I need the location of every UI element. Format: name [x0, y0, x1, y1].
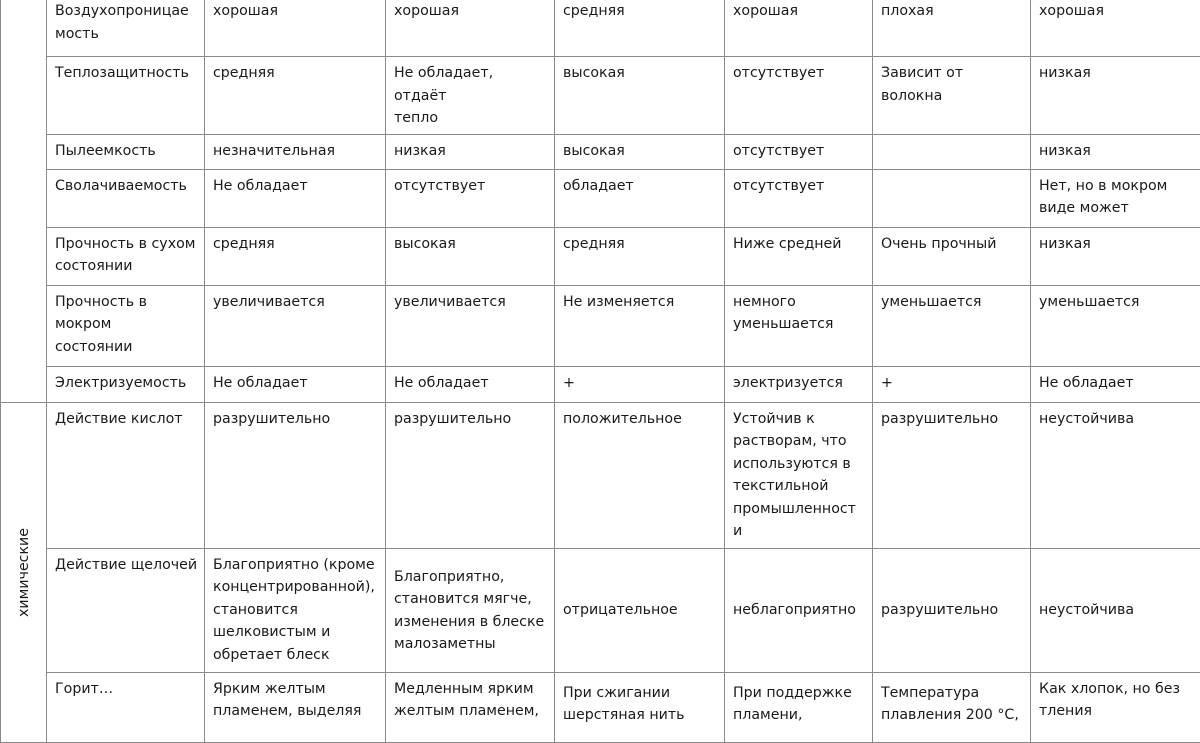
property-name-cell: Прочность в мокром состоянии — [47, 285, 205, 366]
table-cell: отсутствует — [725, 169, 873, 227]
table-cell: Устойчив к растворам, что используются в текстильной промышленност и — [725, 402, 873, 548]
table-cell: При поддержке пламени, — [725, 672, 873, 742]
table-row — [1, 548, 1200, 672]
table-cell: Ниже средней — [725, 227, 873, 285]
table-cell: низкая — [386, 134, 555, 169]
table-cell: увеличивается — [205, 285, 386, 366]
table-cell: хорошая — [386, 0, 555, 57]
table-cell: хорошая — [205, 0, 386, 57]
table-cell: высокая — [555, 134, 725, 169]
table-cell: разрушительно — [873, 402, 1031, 548]
property-name-cell: Горит… — [47, 672, 205, 742]
property-name-cell: Теплозащитность — [47, 57, 205, 135]
table-cell: незначительная — [205, 134, 386, 169]
table-cell: низкая — [1031, 57, 1200, 135]
group-label-chemical: химические — [13, 528, 35, 617]
table-cell: Не обладает — [386, 366, 555, 402]
table-cell: отрицательное — [555, 548, 725, 672]
table-cell: Нет, но в мокром виде может — [1031, 169, 1200, 227]
table-cell: неустойчива — [1031, 402, 1200, 548]
table-cell: электризуется — [725, 366, 873, 402]
table-cell: При сжигании шерстяная нить — [555, 672, 725, 742]
table-cell: Благоприятно, становится мягче, изменения в блеске малозаметны — [386, 548, 555, 672]
table-cell: Как хлопок, но без тления — [1031, 672, 1200, 742]
table-cell: немного уменьшается — [725, 285, 873, 366]
table-cell: Зависит от волокна — [873, 57, 1031, 135]
table-cell: хорошая — [725, 0, 873, 57]
property-name-cell: Сволачиваемость — [47, 169, 205, 227]
table-cell: уменьшается — [873, 285, 1031, 366]
table-cell: Благоприятно (кроме концентрированной), становится шелковистым и обретает блеск — [205, 548, 386, 672]
table-cell: низкая — [1031, 227, 1200, 285]
property-name-cell: Прочность в сухом состоянии — [47, 227, 205, 285]
table-cell: неблагоприятно — [725, 548, 873, 672]
property-name-cell: Электризуемость — [47, 366, 205, 402]
table-cell — [873, 134, 1031, 169]
table-cell: отсутствует — [725, 134, 873, 169]
table-row — [1, 672, 1200, 742]
table-row — [1, 134, 1200, 169]
property-name-cell: Действие кислот — [47, 402, 205, 548]
property-name-cell: Воздухопроницае мость — [47, 0, 205, 57]
table-cell: средняя — [205, 57, 386, 135]
table-cell: Не обладает — [1031, 366, 1200, 402]
table-cell: Очень прочный — [873, 227, 1031, 285]
group-cell-physical — [1, 0, 47, 402]
table-cell: отсутствует — [725, 57, 873, 135]
table-cell: высокая — [555, 57, 725, 135]
table-row — [1, 366, 1200, 402]
table-cell: Не обладает, отдаёт тепло — [386, 57, 555, 135]
table-row — [1, 0, 1200, 57]
table-cell: + — [555, 366, 725, 402]
table-cell: средняя — [205, 227, 386, 285]
table-cell: разрушительно — [386, 402, 555, 548]
table-cell — [873, 169, 1031, 227]
table-cell: неустойчива — [1031, 548, 1200, 672]
table-row — [1, 227, 1200, 285]
table-cell: средняя — [555, 0, 725, 57]
table-cell: Не изменяется — [555, 285, 725, 366]
table-cell: Температура плавления 200 °С, — [873, 672, 1031, 742]
table-cell: Медленным ярким желтым пламенем, — [386, 672, 555, 742]
table-cell: отсутствует — [386, 169, 555, 227]
table-cell: Не обладает — [205, 169, 386, 227]
table-cell: Не обладает — [205, 366, 386, 402]
table-cell: плохая — [873, 0, 1031, 57]
table-cell: высокая — [386, 227, 555, 285]
table-row — [1, 169, 1200, 227]
table-row — [1, 402, 1200, 548]
property-name-cell: Действие щелочей — [47, 548, 205, 672]
table-cell: обладает — [555, 169, 725, 227]
table-cell: уменьшается — [1031, 285, 1200, 366]
property-name-cell: Пылеемкость — [47, 134, 205, 169]
table-cell: Ярким желтым пламенем, выделяя — [205, 672, 386, 742]
table-row — [1, 57, 1200, 135]
table-cell: средняя — [555, 227, 725, 285]
table-cell: положительное — [555, 402, 725, 548]
table-cell: хорошая — [1031, 0, 1200, 57]
table-cell: низкая — [1031, 134, 1200, 169]
table-cell: разрушительно — [873, 548, 1031, 672]
table-row — [1, 285, 1200, 366]
table-cell: увеличивается — [386, 285, 555, 366]
group-cell-chemical — [1, 402, 47, 742]
table-cell: + — [873, 366, 1031, 402]
table-cell: разрушительно — [205, 402, 386, 548]
